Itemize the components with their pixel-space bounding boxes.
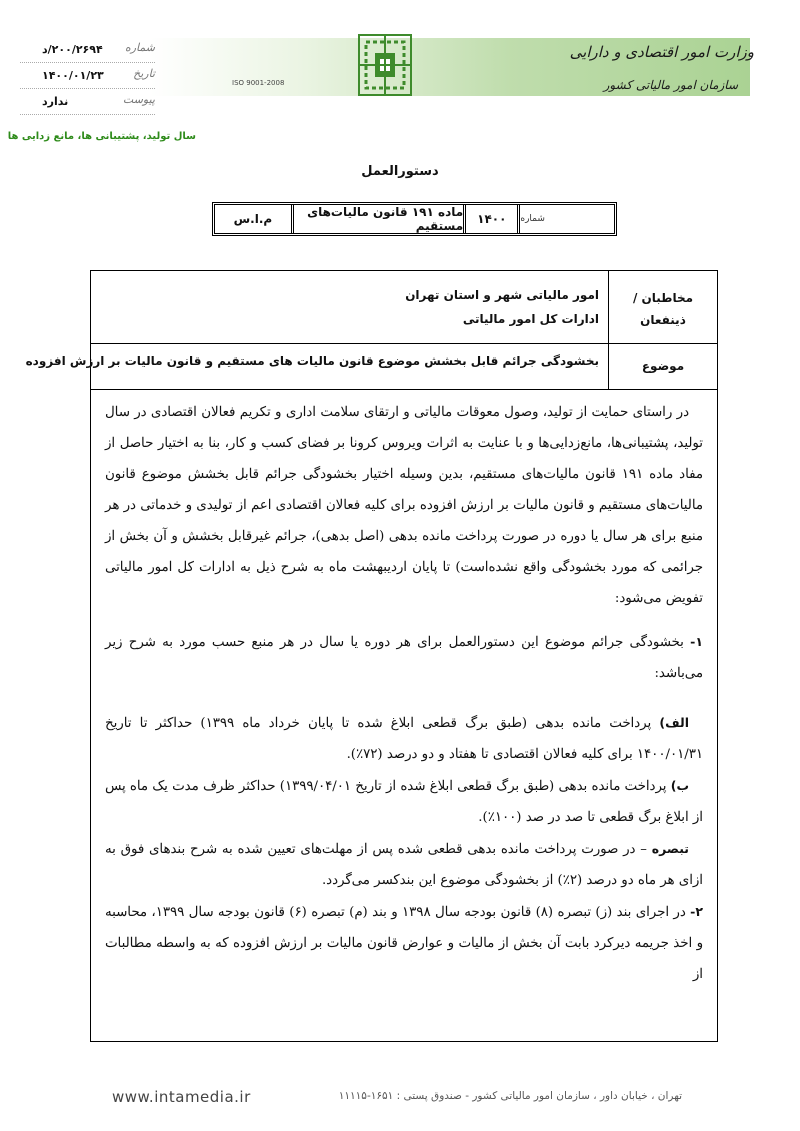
meta-number-label: شماره bbox=[124, 41, 155, 54]
item-1-b-label: ب) bbox=[670, 778, 690, 793]
note-text: – در صورت پرداخت مانده بدهی قطعی شده پس از مهلت‌های تعیین شده به شرح بندهای فوق به ازای هر ماه دو درصد (۲٪) از بخشودگی موضوع این بندکسر می‌گردد. bbox=[105, 842, 703, 888]
addressee-values bbox=[405, 283, 599, 331]
note-label: تبصره bbox=[651, 841, 689, 856]
reference-article: ماده ۱۹۱ قانون مالیات‌های مستقیم bbox=[291, 205, 463, 233]
tax-organization-emblem-icon bbox=[358, 34, 412, 96]
note-paragraph bbox=[105, 833, 703, 896]
meta-attachment-label: پیوست bbox=[122, 93, 155, 106]
intro-paragraph: در راستای حمایت از تولید، وصول معوقات مالیاتی و ارتقای سلامت اداری و تکریم فعالان اقتصادی در سال تولید، پشتیبانی‌ها، مانع‌زدایی‌ها و با عنایت به اثرات ویروس کرونا بر فضای کسب و کار، بنا به اختیار حاصل از مفاد ماده ۱۹۱ قانون مالیات‌های مستقیم، بدین وسیله اختیار بخشودگی جرائم قابل بخشش موضوع قانون مالیات‌های مستقیم و قانون مالیات بر ارزش افزوده برای کلیه فعالان اقتصادی اعم از تولیدی و خدماتی در هر منبع برای هر سال یا دوره در صورت پرداخت مانده بدهی (اصل بدهی)، جرائم غیرقابل بخشش و آن بخش از جرائمی که مورد بخشودگی واقع نشده‌است) تا پایان اردیبهشت ماه به شرح ذیل به ادارات کل امور مالیاتی تفویض می‌شود: bbox=[105, 405, 703, 606]
item-1-a-text: پرداخت مانده بدهی (طبق برگ قطعی ابلاغ شده تا پایان خرداد ماه ۱۳۹۹) حداکثر تا تاریخ ۱۴۰۰/۰۱/۳۱ برای کلیه فعالان اقتصادی تا هفتاد و دو درصد (۷۲٪). bbox=[105, 716, 703, 762]
reference-year: ۱۴۰۰ bbox=[463, 205, 517, 233]
instruction-body bbox=[105, 397, 703, 990]
subject-row bbox=[25, 343, 717, 390]
letter-meta bbox=[20, 40, 155, 118]
meta-attachment bbox=[20, 92, 155, 115]
reference-number-cell bbox=[517, 205, 614, 233]
ministry-name: وزارت امور اقتصادی و دارایی bbox=[569, 43, 754, 61]
item-1-number: ۱- bbox=[690, 634, 703, 649]
document-title: دستورالعمل bbox=[361, 164, 439, 179]
meta-date-value: ۱۴۰۰/۰۱/۲۳ bbox=[42, 69, 104, 82]
subject-value: بخشودگی جرائم قابل بخشش موضوع قانون مالیات های مستقیم و قانون مالیات بر ارزش افزوده bbox=[25, 354, 599, 368]
item-1-b-text: پرداخت مانده بدهی (طبق برگ قطعی ابلاغ شده از تاریخ ۱۳۹۹/۰۴/۰۱) حداکثر ظرف مدت یک ماه پس از ابلاغ برگ قطعی تا صد در صد (۱۰۰٪). bbox=[105, 779, 703, 825]
item-2-text: در اجرای بند (ز) تبصره (۸) قانون بودجه سال ۱۳۹۸ و بند (م) تبصره (۶) قانون بودجه سال ۱۳۹۹، محاسبه و اخذ جریمه دیرکرد بابت آن بخش از مالیات و عوارض قانون مالیات بر ارزش افزوده که به واسطه مطالبات از bbox=[105, 905, 703, 982]
item-1-a-label: الف) bbox=[659, 715, 689, 730]
item-2-number: ۲- bbox=[690, 904, 704, 919]
addressee-label: مخاطبان / ذینفعان bbox=[632, 291, 694, 327]
item-1 bbox=[105, 626, 703, 689]
reference-number-label: شماره bbox=[520, 214, 545, 224]
meta-number bbox=[20, 40, 155, 63]
item-1-b bbox=[105, 770, 703, 833]
meta-attachment-value: ندارد bbox=[42, 95, 69, 108]
item-1-text: بخشودگی جرائم موضوع این دستورالعمل برای هر دوره یا سال در هر منبع حسب مورد به شرح زیر می‌باشد: bbox=[105, 635, 703, 681]
iso-label: ISO 9001-2008 bbox=[232, 79, 285, 87]
subject-label: موضوع bbox=[641, 359, 685, 373]
addressee-line-2: ادارات کل امور مالیاتی bbox=[462, 312, 599, 326]
postal-address: تهران ، خیابان داور ، سازمان امور مالیاتی کشور - صندوق پستی : ۱۶۵۱-۱۱۱۱۵ bbox=[338, 1090, 682, 1102]
year-slogan: سال تولید، پشتیبانی ها، مانع زدایی ها bbox=[7, 131, 196, 142]
item-2 bbox=[105, 896, 703, 990]
meta-date bbox=[20, 66, 155, 89]
reference-code: م.ا.س bbox=[233, 212, 273, 226]
addressee-row bbox=[91, 271, 717, 344]
website-link[interactable]: www.intamedia.ir bbox=[112, 1088, 251, 1106]
instruction-table bbox=[25, 270, 718, 1042]
meta-number-value: ۲۰۰/۲۶۹۴/د bbox=[42, 43, 103, 56]
column-divider bbox=[608, 271, 609, 389]
reference-box bbox=[212, 202, 617, 236]
addressee-line-1: امور مالیاتی شهر و استان تهران bbox=[405, 288, 599, 302]
organization-name: سازمان امور مالیاتی کشور bbox=[603, 78, 738, 92]
item-1-a bbox=[105, 707, 703, 770]
page-footer bbox=[0, 1088, 800, 1108]
meta-date-label: تاریخ bbox=[133, 67, 155, 80]
